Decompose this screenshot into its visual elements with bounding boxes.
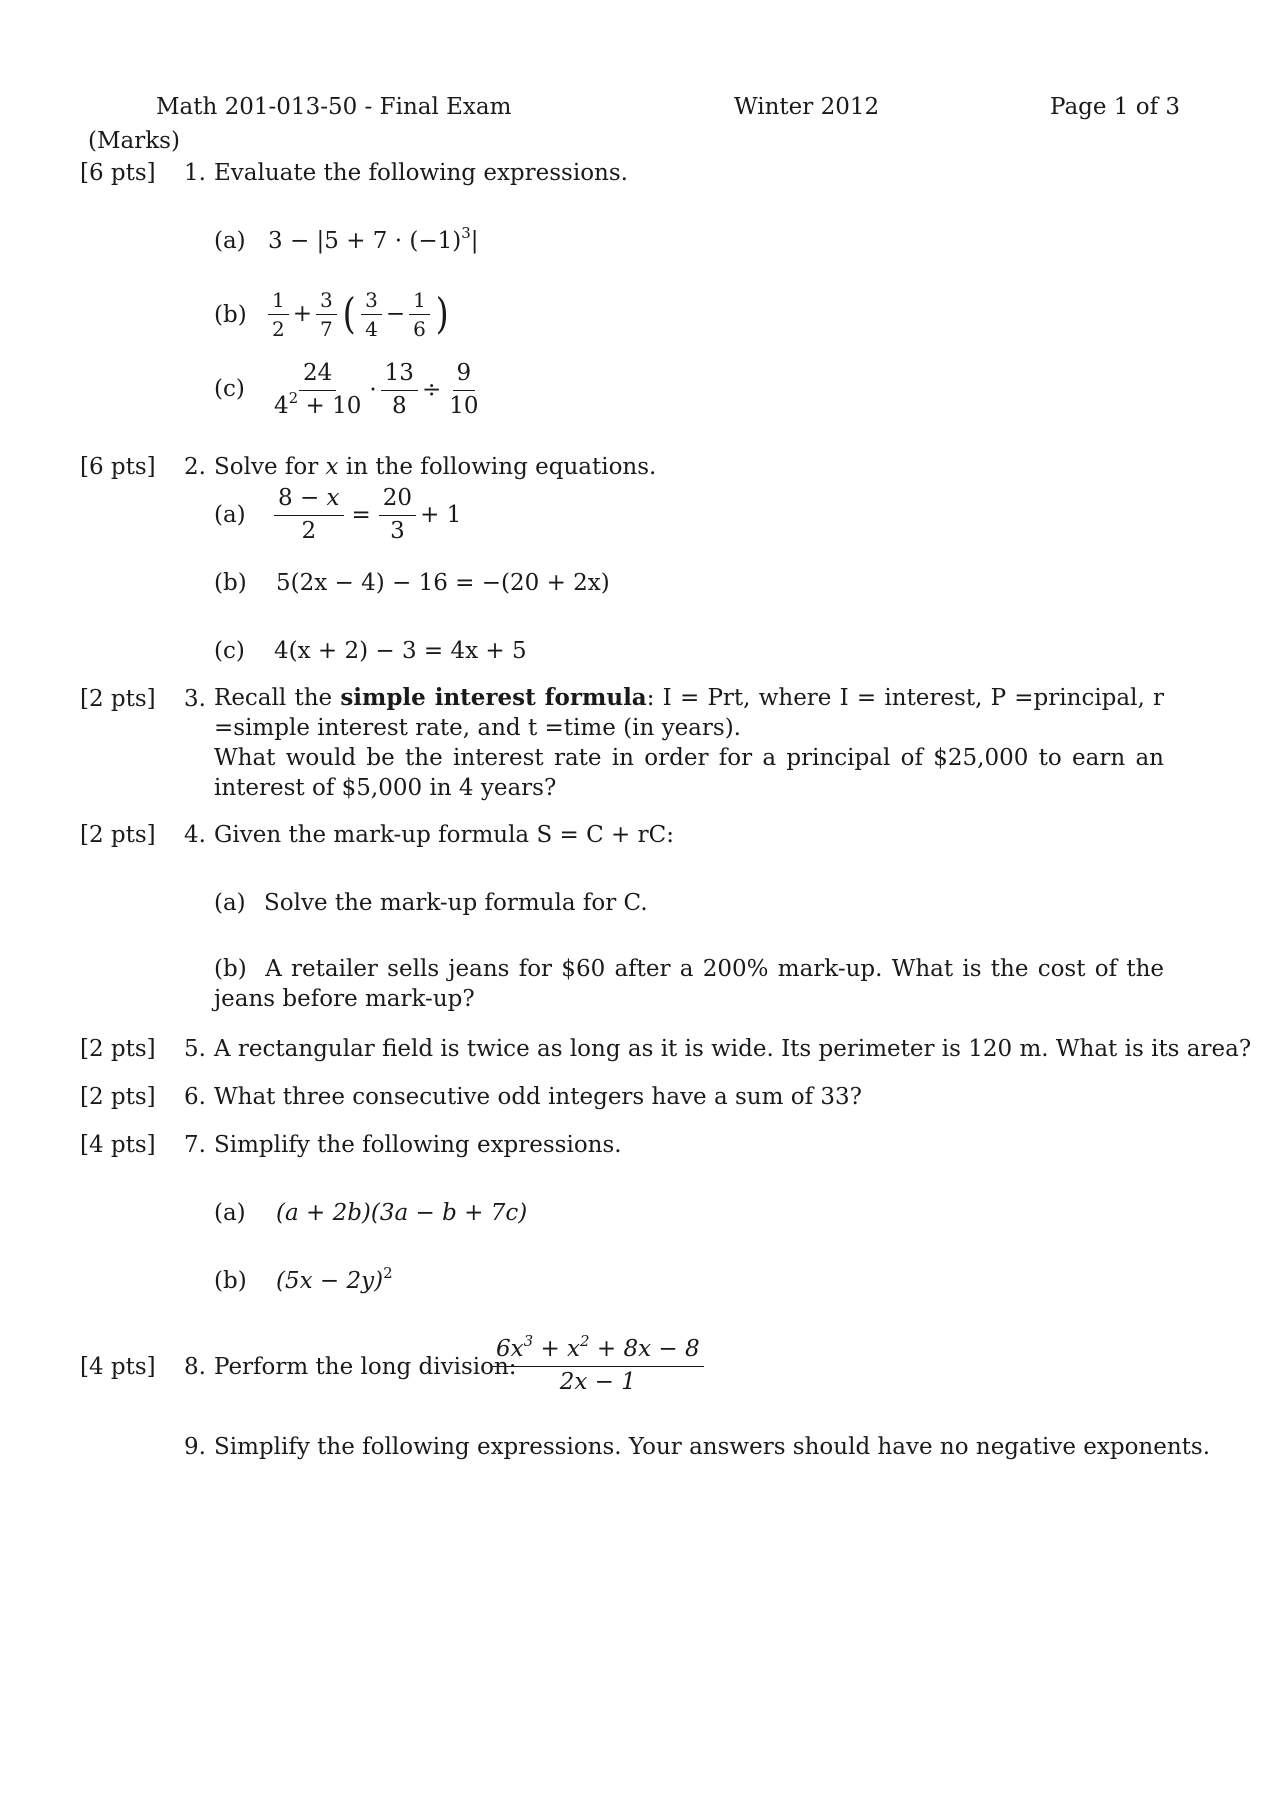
q2a-label: (a) <box>214 502 246 528</box>
q5-prompt: A rectangular field is twice as long as it is wide. Its perimeter is 120 m. What is its area? <box>214 1036 1252 1062</box>
q3-marks: [2 pts] <box>80 686 156 712</box>
q9-number: 9. <box>184 1434 206 1460</box>
q8-prompt: Perform the long division: <box>214 1354 517 1380</box>
q6-marks: [2 pts] <box>80 1084 156 1110</box>
q2b-expr: 5(2x − 4) − 16 = −(20 + 2x) <box>276 570 610 596</box>
q1b-label: (b) <box>214 302 247 328</box>
q7b-label: (b) <box>214 1268 247 1294</box>
q7-number: 7. <box>184 1132 206 1158</box>
q1-number: 1. <box>184 160 206 186</box>
q3-text: Recall the simple interest formula: I = Prt, where I = interest, P =principal, r =simple interest rate, and t =time (in years). What would be the interest rate in order for a principal of $25,000 to earn an interest of $5,000 in 4 years? <box>214 684 1164 801</box>
exam-title: Math 201-013-50 - Final Exam <box>156 94 512 120</box>
q8-number: 8. <box>184 1354 206 1380</box>
q8-marks: [4 pts] <box>80 1354 156 1380</box>
q7-prompt: Simplify the following expressions. <box>214 1132 622 1158</box>
q7a-label: (a) <box>214 1200 246 1226</box>
q6-number: 6. <box>184 1084 206 1110</box>
q5-marks: [2 pts] <box>80 1036 156 1062</box>
q4-number: 4. <box>184 822 206 848</box>
q9-prompt: Simplify the following expressions. Your answers should have no negative exponents. <box>214 1434 1211 1460</box>
exam-term: Winter 2012 <box>734 94 880 120</box>
q2-prompt: Solve for x in the following equations. <box>214 454 657 480</box>
q1b-expr: $\frac{1}{2}$ + $\frac{3}{7}$ ( $\frac{3}{4}$ − $\frac{1}{6}$ ) <box>264 286 450 342</box>
q2-marks: [6 pts] <box>80 454 156 480</box>
q4a-label: (a) <box>214 890 246 916</box>
q2c-label: (c) <box>214 638 245 664</box>
q4-marks: [2 pts] <box>80 822 156 848</box>
q8-fraction: $\frac{6x^3 + x^2 + 8x - 8}{2x - 1}$ <box>488 1336 708 1396</box>
q1c-expr: $\frac{24}{4^2 + 10}$ · $\frac{13}{8}$ ÷ $\frac{9}{10}$ <box>274 360 479 419</box>
q5-number: 5. <box>184 1036 206 1062</box>
q1a-expr: $3 - |5 + 7 \cdot (-1)^3|$ <box>268 224 479 254</box>
page-number: Page 1 of 3 <box>1050 94 1181 120</box>
q3-number: 3. <box>184 686 206 712</box>
q2-number: 2. <box>184 454 206 480</box>
q1-prompt: Evaluate the following expressions. <box>214 160 628 186</box>
q7b-expr: $(5x - 2y)^2$ <box>276 1264 393 1294</box>
q7-marks: [4 pts] <box>80 1132 156 1158</box>
q4-prompt: Given the mark-up formula S = C + rC: <box>214 822 674 848</box>
marks-label: (Marks) <box>88 128 180 154</box>
q4a-text: Solve the mark-up formula for C. <box>264 890 648 916</box>
q1-marks: [6 pts] <box>80 160 156 186</box>
q4b-text: (b) A retailer sells jeans for $60 after a 200% mark-up. What is the cost of the jeans before mark-up? <box>214 956 1165 1012</box>
q1c-label: (c) <box>214 376 245 402</box>
q2c-expr: 4(x + 2) − 3 = 4x + 5 <box>274 638 527 664</box>
q6-prompt: What three consecutive odd integers have a sum of 33? <box>214 1084 863 1110</box>
q7a-expr: (a + 2b)(3a − b + 7c) <box>276 1200 528 1226</box>
q2b-label: (b) <box>214 570 247 596</box>
q2a-expr: $\frac{8 - x}{2}$ = $\frac{20}{3}$ + 1 <box>270 486 461 544</box>
q1a-label: (a) <box>214 228 246 254</box>
